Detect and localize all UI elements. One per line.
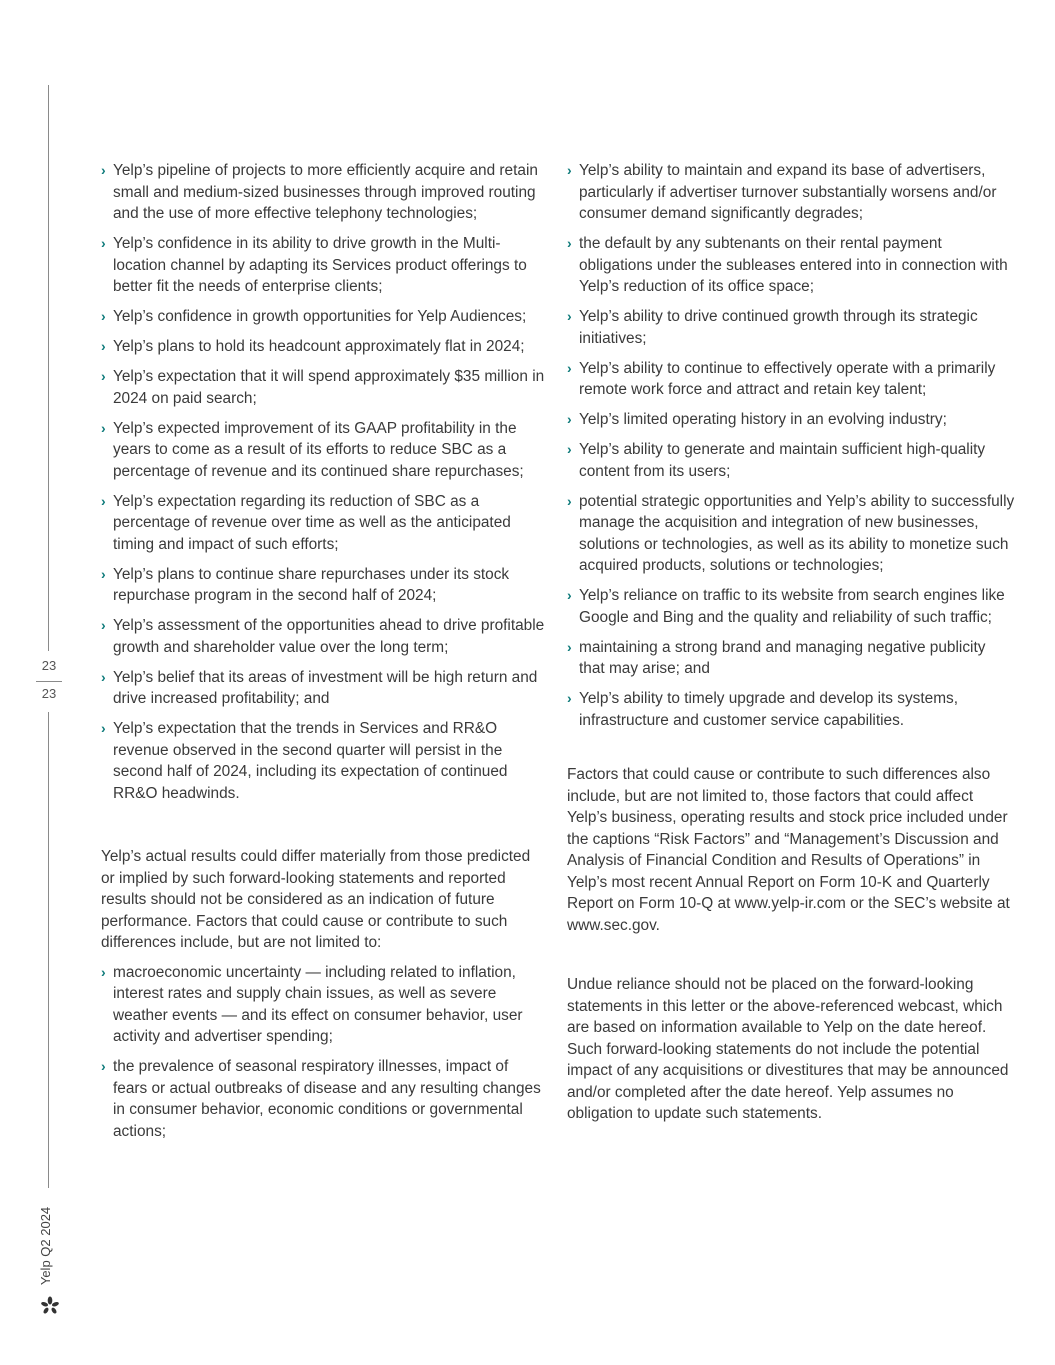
list-item-text: Yelp’s assessment of the opportunities ahead to drive profitable growth and shareholder value over the long term; — [113, 617, 545, 656]
list-item — [567, 585, 1015, 628]
list-item — [101, 160, 546, 225]
list-item — [101, 418, 546, 483]
right-column — [567, 160, 1015, 1125]
chevron-right-icon: › — [101, 368, 106, 384]
chevron-right-icon: › — [101, 617, 106, 633]
list-item — [101, 336, 546, 358]
chevron-right-icon: › — [567, 441, 572, 457]
chevron-right-icon: › — [101, 720, 106, 736]
list-item-text: Yelp’s ability to continue to effectively operate with a primarily remote work force and attract and retain key talent; — [579, 359, 996, 398]
list-item — [567, 160, 1015, 225]
chevron-right-icon: › — [101, 963, 106, 980]
page-number-total: 23 — [41, 686, 57, 701]
chevron-right-icon: › — [567, 690, 572, 706]
right-paragraph-2: Undue reliance should not be placed on the forward-looking statements in this letter or the above-referenced webcast, which are based on information available to Yelp on the date hereof. Such forward-looking statements do not include the potential impact of any acquisitions or divestitures that may be announced and/or completed after the date hereof. Yelp assumes no obligation to update such statements. — [567, 976, 1009, 1122]
chevron-right-icon: › — [101, 565, 106, 582]
list-item-text: macroeconomic uncertainty — including related to inflation, interest rates and supply chain issues, as well as severe weather events — and its effect on consumer behavior, user activity and advertiser spending; — [113, 963, 523, 1045]
list-item — [567, 637, 1015, 680]
list-item-text: Yelp’s plans to continue share repurchases under its stock repurchase program in the second half of 2024; — [113, 565, 510, 604]
list-item — [567, 491, 1015, 577]
list-item — [567, 409, 1015, 431]
chevron-right-icon: › — [567, 492, 572, 509]
chevron-right-icon: › — [101, 308, 106, 324]
list-item-text: Yelp’s ability to timely upgrade and develop its systems, infrastructure and customer service capabilities. — [579, 690, 958, 729]
chevron-right-icon: › — [101, 668, 106, 685]
brand-label-block — [38, 1196, 62, 1316]
right-paragraph-1: Factors that could cause or contribute to such differences also include, but are not limited to, those factors that could affect Yelp’s business, operating results and stock price included under the captions “Risk Factors” and “Management’s Discussion and Analysis of Financial Condition and Results of Operations” in Yelp’s most recent Annual Report on Form 10-K and Quarterly Report on Form 10-Q at www.yelp-ir.com or the SEC’s website at www.sec.gov. — [567, 766, 1010, 934]
chevron-right-icon: › — [567, 308, 572, 324]
list-item — [101, 366, 546, 409]
list-item-text: Yelp’s expectation regarding its reduction of SBC as a percentage of revenue over time as well as the anticipated timing and impact of such efforts; — [113, 492, 511, 553]
chevron-right-icon: › — [101, 1058, 106, 1074]
chevron-right-icon: › — [101, 492, 106, 509]
left-bullet-list-a — [101, 160, 546, 804]
list-item-text: the prevalence of seasonal respiratory illnesses, impact of fears or actual outbreaks of disease and any resulting changes in consumer behavior, economic conditions or governmental actions; — [113, 1058, 541, 1140]
chevron-right-icon: › — [567, 162, 572, 178]
list-item-text: Yelp’s belief that its areas of investment will be high return and drive increased profitability; and — [113, 668, 538, 707]
list-item-text: Yelp’s pipeline of projects to more efficiently acquire and retain small and medium-sized businesses through improved routing and the use of more effective telephony technologies; — [113, 162, 538, 222]
page-number-current: 23 — [41, 658, 57, 673]
list-item-text: Yelp’s ability to maintain and expand its base of advertisers, particularly if advertiser turnover substantially worsens and/or consumer demand significantly degrades; — [579, 162, 997, 222]
list-item — [101, 1056, 546, 1142]
yelp-burst-icon — [40, 1296, 60, 1316]
chevron-right-icon: › — [567, 359, 572, 376]
list-item — [101, 962, 546, 1048]
left-bullet-list-b — [101, 962, 546, 1143]
list-item-text: maintaining a strong brand and managing negative publicity that may arise; and — [579, 638, 986, 677]
list-item — [567, 439, 1015, 482]
chevron-right-icon: › — [101, 235, 106, 251]
list-item — [101, 667, 546, 710]
chevron-right-icon: › — [567, 638, 572, 655]
list-item — [101, 233, 546, 298]
list-item-text: Yelp’s reliance on traffic to its website from search engines like Google and Bing and the quality and reliability of such traffic; — [579, 587, 1005, 626]
list-item — [101, 491, 546, 556]
list-item — [101, 615, 546, 658]
list-item-text: Yelp’s confidence in its ability to drive growth in the Multi-location channel by adapting its Services product offerings to better fit the needs of enterprise clients; — [113, 235, 527, 295]
chevron-right-icon: › — [567, 587, 572, 603]
page-number-divider — [36, 681, 62, 682]
rail-line-top — [48, 85, 49, 651]
list-item-text: Yelp’s ability to drive continued growth through its strategic initiatives; — [579, 308, 978, 347]
chevron-right-icon: › — [567, 411, 572, 427]
list-item-text: Yelp’s confidence in growth opportunities for Yelp Audiences; — [113, 308, 527, 325]
list-item-text: Yelp’s plans to hold its headcount approximately flat in 2024; — [113, 338, 525, 355]
list-item-text: potential strategic opportunities and Yelp’s ability to successfully manage the acquisition and integration of new businesses, solutions or technologies, as well as its ability to monetize such acquired products, solutions or technologies; — [579, 492, 1015, 574]
left-paragraph: Yelp’s actual results could differ materially from those predicted or implied by such forward-looking statements and reported results should not be considered as an indication of future performance. Factors that could cause or contribute to such differences include, but are not limited to: — [101, 848, 531, 951]
brand-label: Yelp Q2 2024 — [38, 1206, 53, 1286]
chevron-right-icon: › — [101, 162, 106, 178]
list-item — [101, 718, 546, 804]
list-item — [567, 306, 1015, 349]
list-item-text: Yelp’s limited operating history in an evolving industry; — [579, 411, 947, 428]
rail-line-bottom — [48, 712, 49, 1188]
left-column — [101, 160, 546, 1151]
chevron-right-icon: › — [101, 338, 106, 354]
right-bullet-list — [567, 160, 1015, 731]
list-item — [567, 688, 1015, 731]
list-item-text: Yelp’s expected improvement of its GAAP profitability in the years to come as a result of its efforts to reduce SBC as a percentage of revenue and its continued share repurchases; — [113, 419, 524, 480]
list-item — [567, 233, 1015, 298]
list-item — [101, 564, 546, 607]
list-item-text: the default by any subtenants on their rental payment obligations under the subleases entered into in connection with Yelp’s reduction of its office space; — [579, 235, 1008, 295]
chevron-right-icon: › — [567, 235, 572, 251]
list-item-text: Yelp’s ability to generate and maintain sufficient high-quality content from its users; — [579, 441, 986, 480]
list-item — [101, 306, 546, 328]
list-item-text: Yelp’s expectation that the trends in Services and RR&O revenue observed in the second quarter will persist in the second half of 2024, including its expectation of continued RR&O headwinds. — [113, 720, 508, 802]
list-item-text: Yelp’s expectation that it will spend approximately $35 million in 2024 on paid search; — [113, 368, 545, 407]
chevron-right-icon: › — [101, 419, 106, 436]
list-item — [567, 358, 1015, 401]
